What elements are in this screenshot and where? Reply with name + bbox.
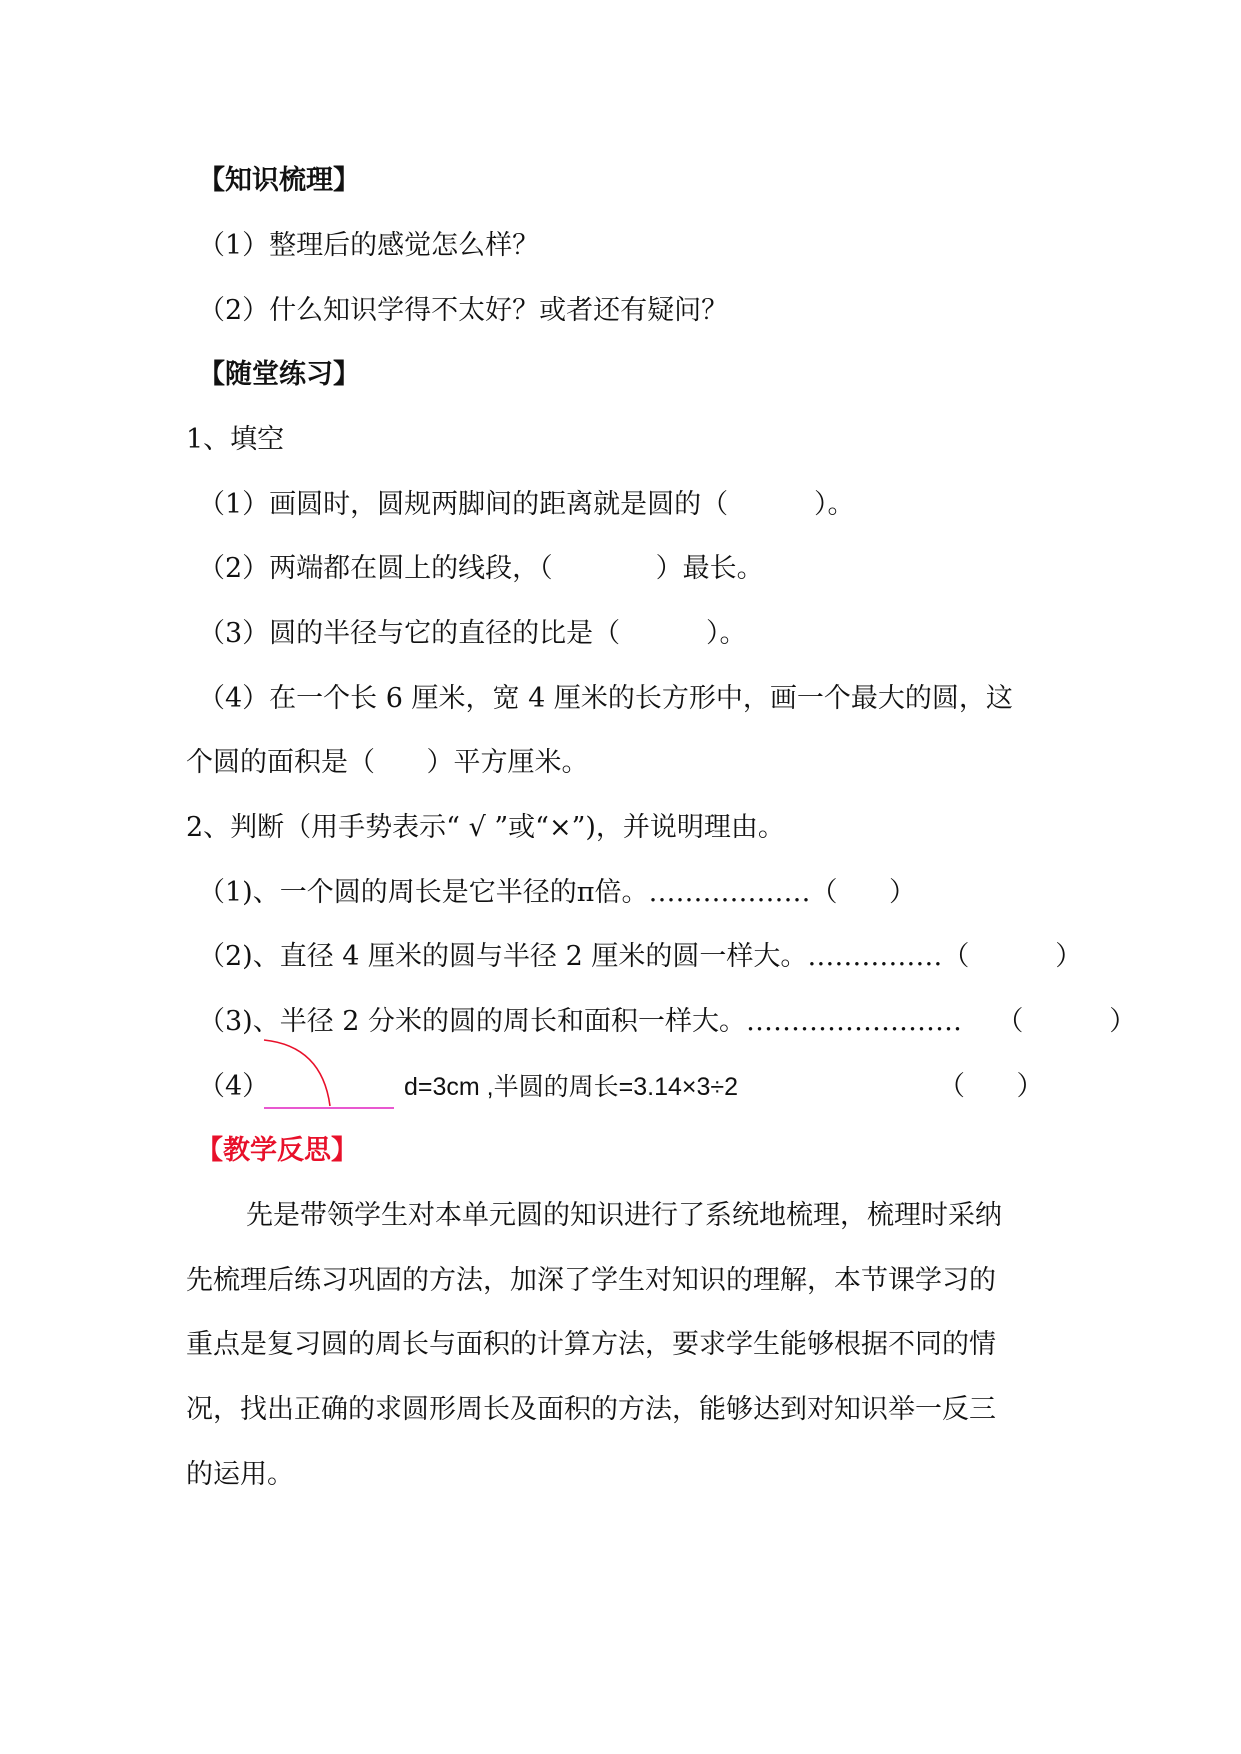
knowledge-question-2: （2）什么知识学得不太好？或者还有疑问？ (198, 295, 729, 326)
reflection-line: 先梳理后练习巩固的方法，加深了学生对知识的理解，本节课学习的 (186, 1265, 996, 1296)
judge-item: （3)、半径 2 分米的圆的周长和面积一样大。…………………… （ ） (198, 1006, 1137, 1037)
judge-item-4-paren: （ ） (938, 1071, 1044, 1102)
judge-title: 2、判断（用手势表示“ √ ”或“×”)，并说明理由。 (186, 812, 785, 843)
practice-heading: 【随堂练习】 (198, 359, 360, 390)
fill-item: （1）画圆时，圆规两脚间的距离就是圆的（ ）。 (198, 489, 855, 520)
reflection-line: 重点是复习圆的周长与面积的计算方法，要求学生能够根据不同的情 (186, 1329, 996, 1360)
fill-item: （4）在一个长 6 厘米，宽 4 厘米的长方形中，画一个最大的圆，这 (198, 683, 1013, 714)
judge-item-4-prefix: （4） (198, 1071, 270, 1102)
reflection-heading: 【教学反思】 (196, 1135, 358, 1166)
reflection-line: 先是带领学生对本单元圆的知识进行了系统地梳理，梳理时采纳 (246, 1200, 1002, 1231)
fill-item: （2）两端都在圆上的线段，（ ）最长。 (198, 553, 764, 584)
knowledge-heading: 【知识梳理】 (198, 165, 360, 196)
judge-item: （1)、一个圆的周长是它半径的π倍。………………（ ） (198, 877, 916, 908)
semicircle-arc (264, 1040, 330, 1106)
reflection-line: 的运用。 (186, 1459, 294, 1490)
knowledge-question-1: （1）整理后的感觉怎么样？ (198, 230, 540, 261)
judge-item-4-text: d=3cm ,半圆的周长=3.14×3÷2 (404, 1073, 739, 1101)
fill-item: （3）圆的半径与它的直径的比是（ ）。 (198, 618, 747, 649)
fill-item: 个圆的面积是（ ）平方厘米。 (186, 747, 589, 778)
judge-item: （2)、直径 4 厘米的圆与半径 2 厘米的圆一样大。……………（ ） (198, 941, 1083, 972)
reflection-line: 况，找出正确的求圆形周长及面积的方法，能够达到对知识举一反三 (186, 1394, 996, 1425)
semicircle-diagram (262, 1036, 402, 1111)
fill-title: 1、填空 (186, 424, 285, 455)
